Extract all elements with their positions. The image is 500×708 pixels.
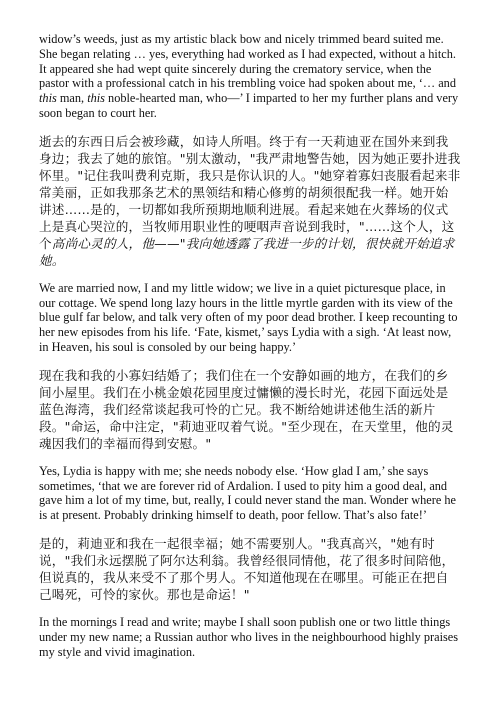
- text-run: 现在我和我的小寡妇结婚了；我们住在一个安静如画的地方，在我们的乡间小屋里。我们在小桃金娘花园里度过慵懒的漫长时光，花园下面远处是蓝色海湾，我们经常谈起我可怜的亡兄。我不断给她讲述他生活的新片段。"命运，命中注定，"莉迪亚叹着气说。"至少现在，在天堂里，他的灵魂因我们的幸福而得到安慰。": [39, 367, 454, 451]
- paragraph-en-4: [39, 615, 461, 659]
- text-run: In the mornings I read and write; maybe I shall soon publish one or two little things under my new name; a Russian author who lives in the neighbourhood highly praises my style and vivid imagination.: [39, 614, 459, 659]
- text-run: man,: [56, 91, 88, 106]
- paragraph-zh-3: [39, 535, 461, 603]
- text-run-italic: this: [39, 91, 57, 106]
- paragraph-en-2: [39, 281, 461, 355]
- text-run: 是的，莉迪亚和我在一起很幸福；她不需要别人。"我真高兴，"她有时说，"我们永远摆脱了阿尔达利翁。我曾经很同情他，花了很多时间陪他，但说真的，我从来受不了那个男人。不知道他现在在哪里。可能正在把自己喝死，可怜的家伙。那也是命运！": [39, 535, 455, 602]
- paragraph-en-1: [39, 32, 461, 121]
- paragraph-zh-1: [39, 133, 461, 269]
- text-run-italic: this: [87, 91, 105, 106]
- text-run-italic: 高尚心灵的人，他——"我向她透露了我进一步的计划，很快就开始追求她。: [39, 235, 455, 268]
- paragraph-en-3: [39, 464, 461, 523]
- text-run: 逝去的东西日后会被珍藏，如诗人所唱。终于有一天莉迪亚在国外来到我身边；我去了她的旅馆。"别太激动，"我严肃地警告她，因为她正要扑进我怀里。"记住我叫费利克斯，我只是你认识的人。"她穿着寡妇丧服看起来非常美丽，正如我那条艺术的黑领结和精心修剪的胡须很配我一样。她开始讲述……是的，一切都如我所预期地顺利进展。看起来她在火葬场的仪式上是真心哭泣的，当牧师用职业性的哽咽声音说到我时，"……这个人，这个: [39, 133, 461, 251]
- paragraph-zh-2: [39, 367, 461, 452]
- text-run: noble-hearted man, who—’ I imparted to her my further plans and very soon began to court her.: [39, 91, 459, 120]
- text-run: widow’s weeds, just as my artistic black bow and nicely trimmed beard suited me. She began relating … yes, everything had worked as I had expected, without a hitch. It appeared she had wept quite sincerely during the crematory service, when the pastor with a professional catch in his trembling voice had spoken about me, ‘… and: [39, 32, 456, 91]
- text-run: We are married now, I and my little widow; we live in a quiet picturesque place, in our cottage. We spend long lazy hours in the little myrtle garden with its view of the blue gulf far below, and talk very often of my poor dead brother. I keep recounting to her new episodes from his life. ‘Fate, kismet,’ says Lydia with a sigh. ‘At least now, in Heaven, his soul is consoled by our being happy.’: [39, 280, 458, 354]
- text-run: Yes, Lydia is happy with me; she needs nobody else. ‘How glad I am,’ she says sometimes, ‘that we are forever rid of Ardalion. I used to pity him a good deal, and gave him a lot of my time, but, really, I could never stand the man. Wonder where he is at present. Probably drinking himself to death, poor fellow. That’s also fate!’: [39, 463, 456, 523]
